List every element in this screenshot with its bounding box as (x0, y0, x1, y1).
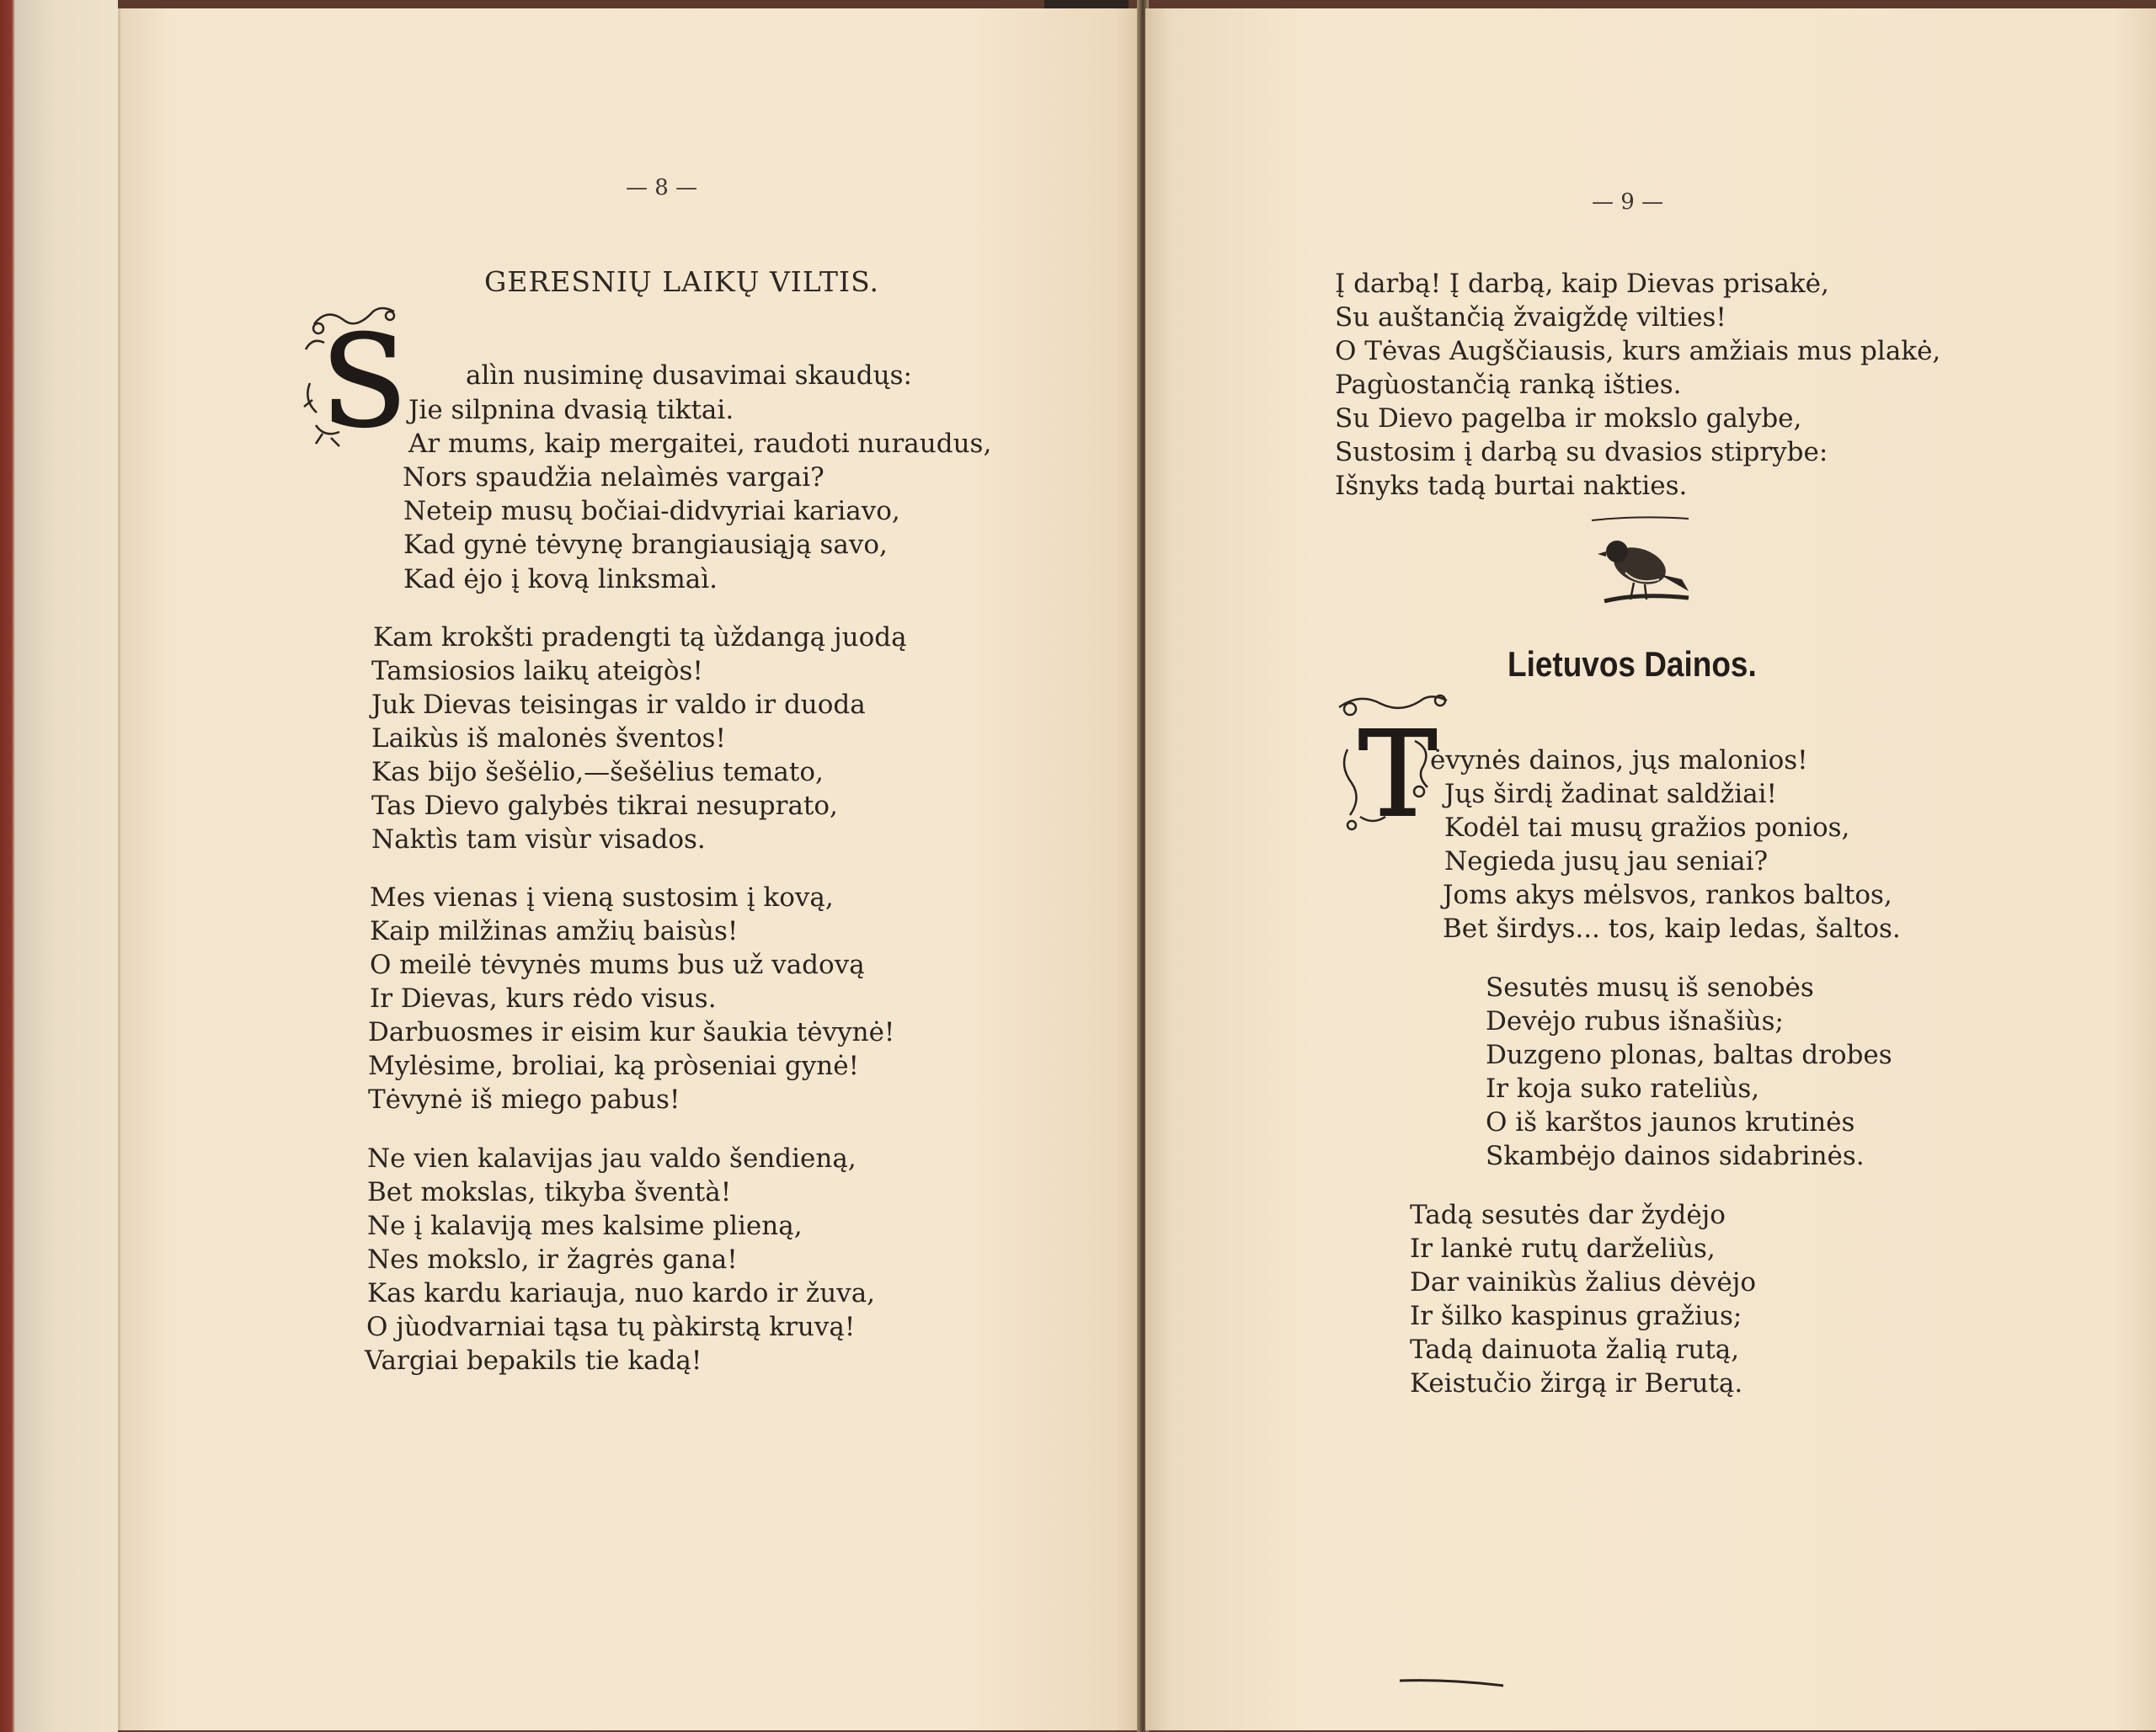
verse-line: Ir lankė rutų darželiùs, (1410, 1234, 1716, 1264)
bird-vignette-icon (1588, 514, 1705, 619)
verse-line: Nes mokslo, ir žagrės gana! (367, 1244, 738, 1275)
verse-line: Sesutės musų iš senobės (1486, 973, 1814, 1003)
verse-line: Laikùs iš malonės šventos! (371, 723, 726, 754)
verse-line: Į darbą! Į darbą, kaip Dievas prisakė, (1335, 269, 1829, 299)
verse-line: Kas kardu kariauja, nuo kardo ir žuva, (367, 1278, 876, 1308)
verse-line: O Tėvas Augščiausis, kurs amžiais mus plakė, (1335, 336, 1941, 366)
verse-line: Neteip musų bočiai-didvyriai kariavo, (403, 496, 900, 526)
right-page (1145, 8, 2156, 1730)
verse-line: Juk Dievas teisingas ir valdo ir duoda (371, 690, 866, 720)
poem-title: GERESNIŲ LAIKŲ VILTIS. (484, 265, 879, 298)
verse-line: Ar mums, kaip mergaitei, raudoti nuraudus, (408, 429, 992, 459)
verse-line: O iš karštos jaunos krutinės (1486, 1107, 1855, 1138)
verse-line: Keistučio žirgą ir Berutą. (1410, 1368, 1743, 1399)
verse-line: Mes vienas į vieną sustosim į kovą, (370, 882, 834, 913)
verse-line: Išnyks tadą burtai nakties. (1335, 471, 1688, 501)
verse-line: Mylėsime, broliai, ką pròseniai gynė! (368, 1051, 860, 1081)
verse-line: Kaip milžinas amžių baisùs! (370, 916, 739, 946)
section-heading: Lietuvos Dainos. (1508, 644, 1757, 684)
verse-line: Duzgeno plonas, baltas drobes (1486, 1040, 1892, 1070)
verse-line: O jùodvarniai tąsa tų pàkirstą kruvą! (366, 1312, 856, 1342)
verse-line: Bet širdys... tos, kaip ledas, šaltos. (1443, 914, 1901, 944)
verse-line: alìn nusiminę dusavimai skaudųs: (466, 360, 912, 391)
verse-line: Darbuosmes ir eisim kur šaukia tėvynė! (368, 1017, 895, 1047)
verse-line: Su auštančią žvaigždę vilties! (1335, 302, 1726, 333)
dropcap-t-letter: T (1358, 706, 1438, 842)
verse-line: Tamsiosios laikų ateigòs! (371, 656, 703, 686)
verse-line: Jųs širdį žadinat saldžiai! (1444, 779, 1777, 809)
dropcap-s-letter: S (321, 309, 407, 450)
page-number-8: — 8 — (626, 175, 698, 200)
verse-line: Pagùostančią ranką išties. (1335, 370, 1682, 400)
verse-line: Tadą sesutės dar žydėjo (1410, 1200, 1726, 1230)
verse-line: Jie silpnina dvasią tiktai. (408, 395, 734, 425)
verse-line: Naktìs tam visùr visados. (371, 824, 706, 855)
verse-line: Su Dievo pagelba ir mokslo galybe, (1335, 403, 1802, 434)
verse-line: Tėvynė iš miego pabus! (368, 1084, 680, 1115)
verse-line: Kam krokšti pradengti tą ùždangą juodą (373, 622, 907, 653)
verse-line: Ne vien kalavijas jau valdo šendieną, (367, 1143, 857, 1174)
verse-line: Negieda jusų jau seniai? (1444, 846, 1769, 877)
dropcap-s-ornament (297, 299, 407, 450)
verse-line: Skambėjo dainos sidabrinės. (1486, 1141, 1865, 1171)
verse-line: Sustosim į darbą su dvasios stiprybe: (1335, 437, 1828, 467)
verse-line: Ir šilko kaspinus gražius; (1410, 1301, 1742, 1331)
verse-line: O meilė tėvynės mums bus už vadovą (370, 950, 865, 980)
verse-line: Ne į kalaviją mes kalsime plieną, (367, 1211, 803, 1241)
verse-line: Tadą dainuota žalią rutą, (1410, 1335, 1740, 1365)
verse-line: ėvynės dainos, jųs malonios! (1430, 745, 1808, 775)
book-edge-left (0, 0, 118, 1732)
ink-mark (1398, 1676, 1508, 1689)
verse-line: Ir Dievas, kurs rėdo visus. (370, 983, 717, 1014)
verse-line: Tas Dievo galybės tikrai nesuprato, (371, 791, 838, 821)
verse-line: Bet mokslas, tikyba šventà! (367, 1177, 732, 1207)
verse-line: Joms akys mėlsvos, rankos baltos, (1443, 880, 1892, 910)
verse-line: Kas bijo šešėlio,—šešėlius temato, (371, 757, 824, 787)
verse-line: Kad ėjo į kovą linksmaì. (403, 564, 718, 594)
verse-line: Devėjo rubus išnašiùs; (1486, 1006, 1784, 1037)
verse-line: Kodėl tai musų gražios ponios, (1444, 813, 1850, 843)
verse-line: Nors spaudžia nelaìmės vargai? (403, 462, 825, 493)
verse-line: Kad gynė tėvynę brangiausiąją savo, (403, 530, 888, 560)
page-number-9: — 9 — (1592, 189, 1664, 215)
verse-line: Vargiai bepakils tie kadą! (365, 1346, 702, 1376)
left-page (118, 8, 1144, 1730)
verse-line: Dar vainikùs žalius dėvėjo (1410, 1267, 1757, 1298)
verse-line: Ir koja suko rateliùs, (1486, 1074, 1760, 1104)
